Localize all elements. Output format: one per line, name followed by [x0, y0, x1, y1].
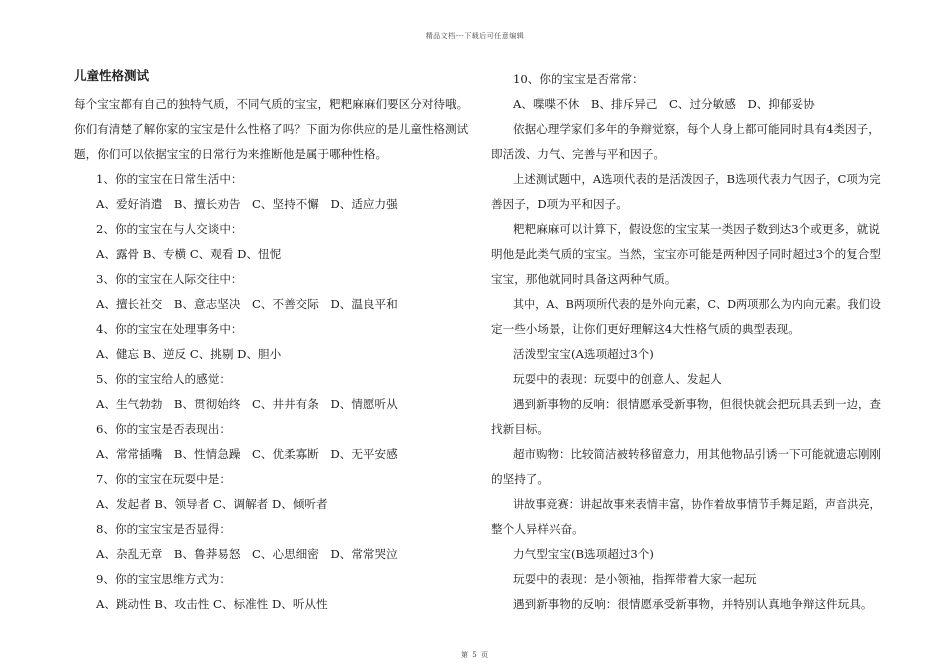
text-line: 玩耍中的表现：是小领袖，指挥带着大家一起玩	[513, 572, 757, 586]
text-line: 每个宝宝都有自己的独特气质，不同气质的宝宝，粑粑麻麻们要区分对待哦。	[74, 97, 469, 111]
text-line: 粑粑麻麻可以计算下，假设您的宝宝某一类因子数到达3个或更多，就说	[513, 222, 880, 236]
text-line: A、爱好消遣 B、擅长劝告 C、坚持不懈 D、适应力强	[96, 197, 398, 211]
text-line: 9、你的宝宝思维方式为：	[96, 572, 231, 586]
text-line: A、生气勃勃 B、贯彻始终 C、井井有条 D、情愿听从	[96, 397, 398, 411]
page-header: 精品文档---下载后可任意编辑	[425, 32, 525, 40]
text-line: 善因子，D项为平和因子。	[491, 197, 628, 211]
text-line: 的坚持了。	[491, 472, 549, 486]
text-line: 5、你的宝宝给人的感觉：	[96, 372, 231, 386]
text-line: A、健忘 B、逆反 C、挑剔 D、胆小	[96, 347, 282, 361]
text-line: 定一些小场景，让你们更好理解这4大性格气质的典型表现。	[491, 322, 800, 336]
text-line: A、常常插嘴 B、性情急躁 C、优柔寡断 D、无平安感	[96, 447, 398, 461]
text-line: 即活泼、力气、完善与平和因子。	[491, 147, 665, 161]
text-line: 宝宝，那他就同时具备这两种气质。	[491, 272, 677, 286]
text-line: 4、你的宝宝在处理事务中：	[96, 322, 243, 336]
text-line: 1、你的宝宝在日常生活中：	[96, 172, 243, 186]
text-line: 其中，A、B两项所代表的是外向元素，C、D两项那么为内向元素。我们设	[513, 297, 881, 311]
text-line: 10、你的宝宝是否常常：	[513, 72, 644, 86]
text-line: 遇到新事物的反响：很情愿承受新事物，并特别认真地争辩这件玩具。	[513, 597, 873, 611]
document-title: 儿童性格测试	[74, 68, 150, 83]
text-line: A、杂乱无章 B、鲁莽易怒 C、心思细密 D、常常哭泣	[96, 547, 398, 561]
text-line: 6、你的宝宝是否表现出：	[96, 422, 231, 436]
text-line: 找新目标。	[491, 422, 549, 436]
text-line: 你们有清楚了解你家的宝宝是什么性格了吗？下面为你供应的是儿童性格测试	[74, 122, 469, 136]
text-line: A、露骨 B、专横 C、观看 D、忸怩	[96, 247, 282, 261]
text-line: 讲故事竞赛：讲起故事来表情丰富，协作着故事情节手舞足蹈，声音洪亮，	[513, 497, 881, 511]
text-line: 上述测试题中，A选项代表的是活泼因子，B选项代表力气因子，C项为完	[513, 172, 881, 186]
text-line: A、喋喋不休 B、排斥异己 C、过分敏感 D、抑郁妥协	[513, 97, 815, 111]
text-line: 依据心理学家们多年的争辩觉察，每个人身上都可能同时具有4类因子，	[513, 122, 880, 136]
text-line: 7、你的宝宝在玩耍中是：	[96, 472, 231, 486]
text-line: 超市购物：比较简洁被转移留意力，用其他物品引诱一下可能就遗忘刚刚	[513, 447, 882, 461]
text-line: 3、你的宝宝在人际交往中：	[96, 272, 243, 286]
text-line: A、发起者 B、领导者 C、调解者 D、倾听者	[96, 497, 328, 511]
text-line: 遇到新事物的反响：很情愿承受新事物，但很快就会把玩具丢到一边，查	[513, 397, 882, 411]
page-number: 第 5 页	[461, 651, 489, 659]
text-line: 题，你们可以依据宝宝的日常行为来推断他是属于哪种性格。	[74, 147, 388, 161]
text-line: 2、你的宝宝在与人交谈中：	[96, 222, 243, 236]
text-line: A、擅长社交 B、意志坚决 C、不善交际 D、温良平和	[96, 297, 398, 311]
text-line: 8、你的宝宝宝是否显得：	[96, 522, 231, 536]
text-line: A、跳动性 B、攻击性 C、标准性 D、听从性	[96, 597, 328, 611]
text-line: 玩耍中的表现：玩耍中的创意人、发起人	[513, 372, 722, 386]
text-line: 力气型宝宝(B选项超过3个)	[513, 547, 654, 561]
text-line: 活泼型宝宝(A选项超过3个)	[513, 347, 654, 361]
text-line: 明他是此类气质的宝宝。当然，宝宝亦可能是两种因子同时超过3个的复合型	[491, 247, 881, 261]
text-line: 整个人异样兴奋。	[491, 522, 584, 536]
